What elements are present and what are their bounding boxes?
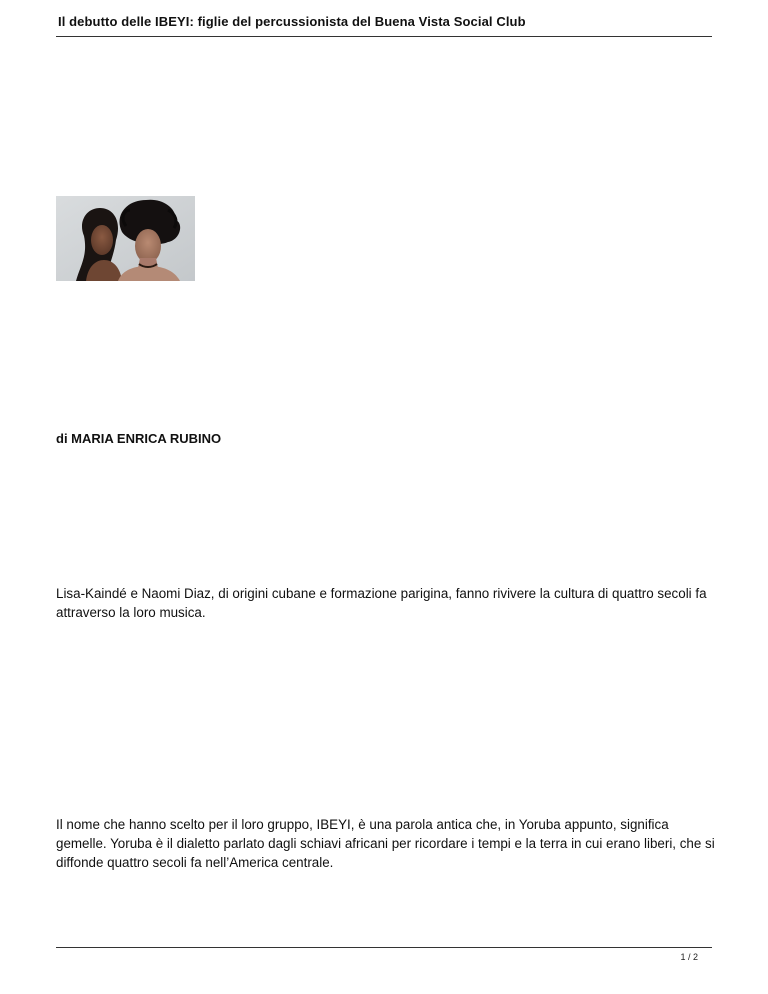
two-women-portrait-photo bbox=[56, 196, 195, 281]
page-header bbox=[56, 14, 712, 37]
article-author: di MARIA ENRICA RUBINO bbox=[56, 431, 222, 446]
article-paragraph: Lisa-Kaindé e Naomi Diaz, di origini cubane e formazione parigina, fanno rivivere la cultura di quattro secoli fa attraverso la loro musica. bbox=[56, 586, 707, 620]
article-photo bbox=[56, 196, 195, 281]
document-title: Il debutto delle IBEYI: figlie del percussionista del Buena Vista Social Club bbox=[58, 14, 526, 29]
footer-divider bbox=[56, 947, 712, 948]
page-number: 1 / 2 bbox=[680, 952, 698, 962]
article-paragraph: Il nome che hanno scelto per il loro gruppo, IBEYI, è una parola antica che, in Yoruba appunto, significa gemelle. Yoruba è il dialetto parlato dagli schiavi africani per ricordare i tempi e la terra in cui erano liberi, che si diffonde quattro secoli fa nell’America centrale. bbox=[56, 817, 715, 870]
